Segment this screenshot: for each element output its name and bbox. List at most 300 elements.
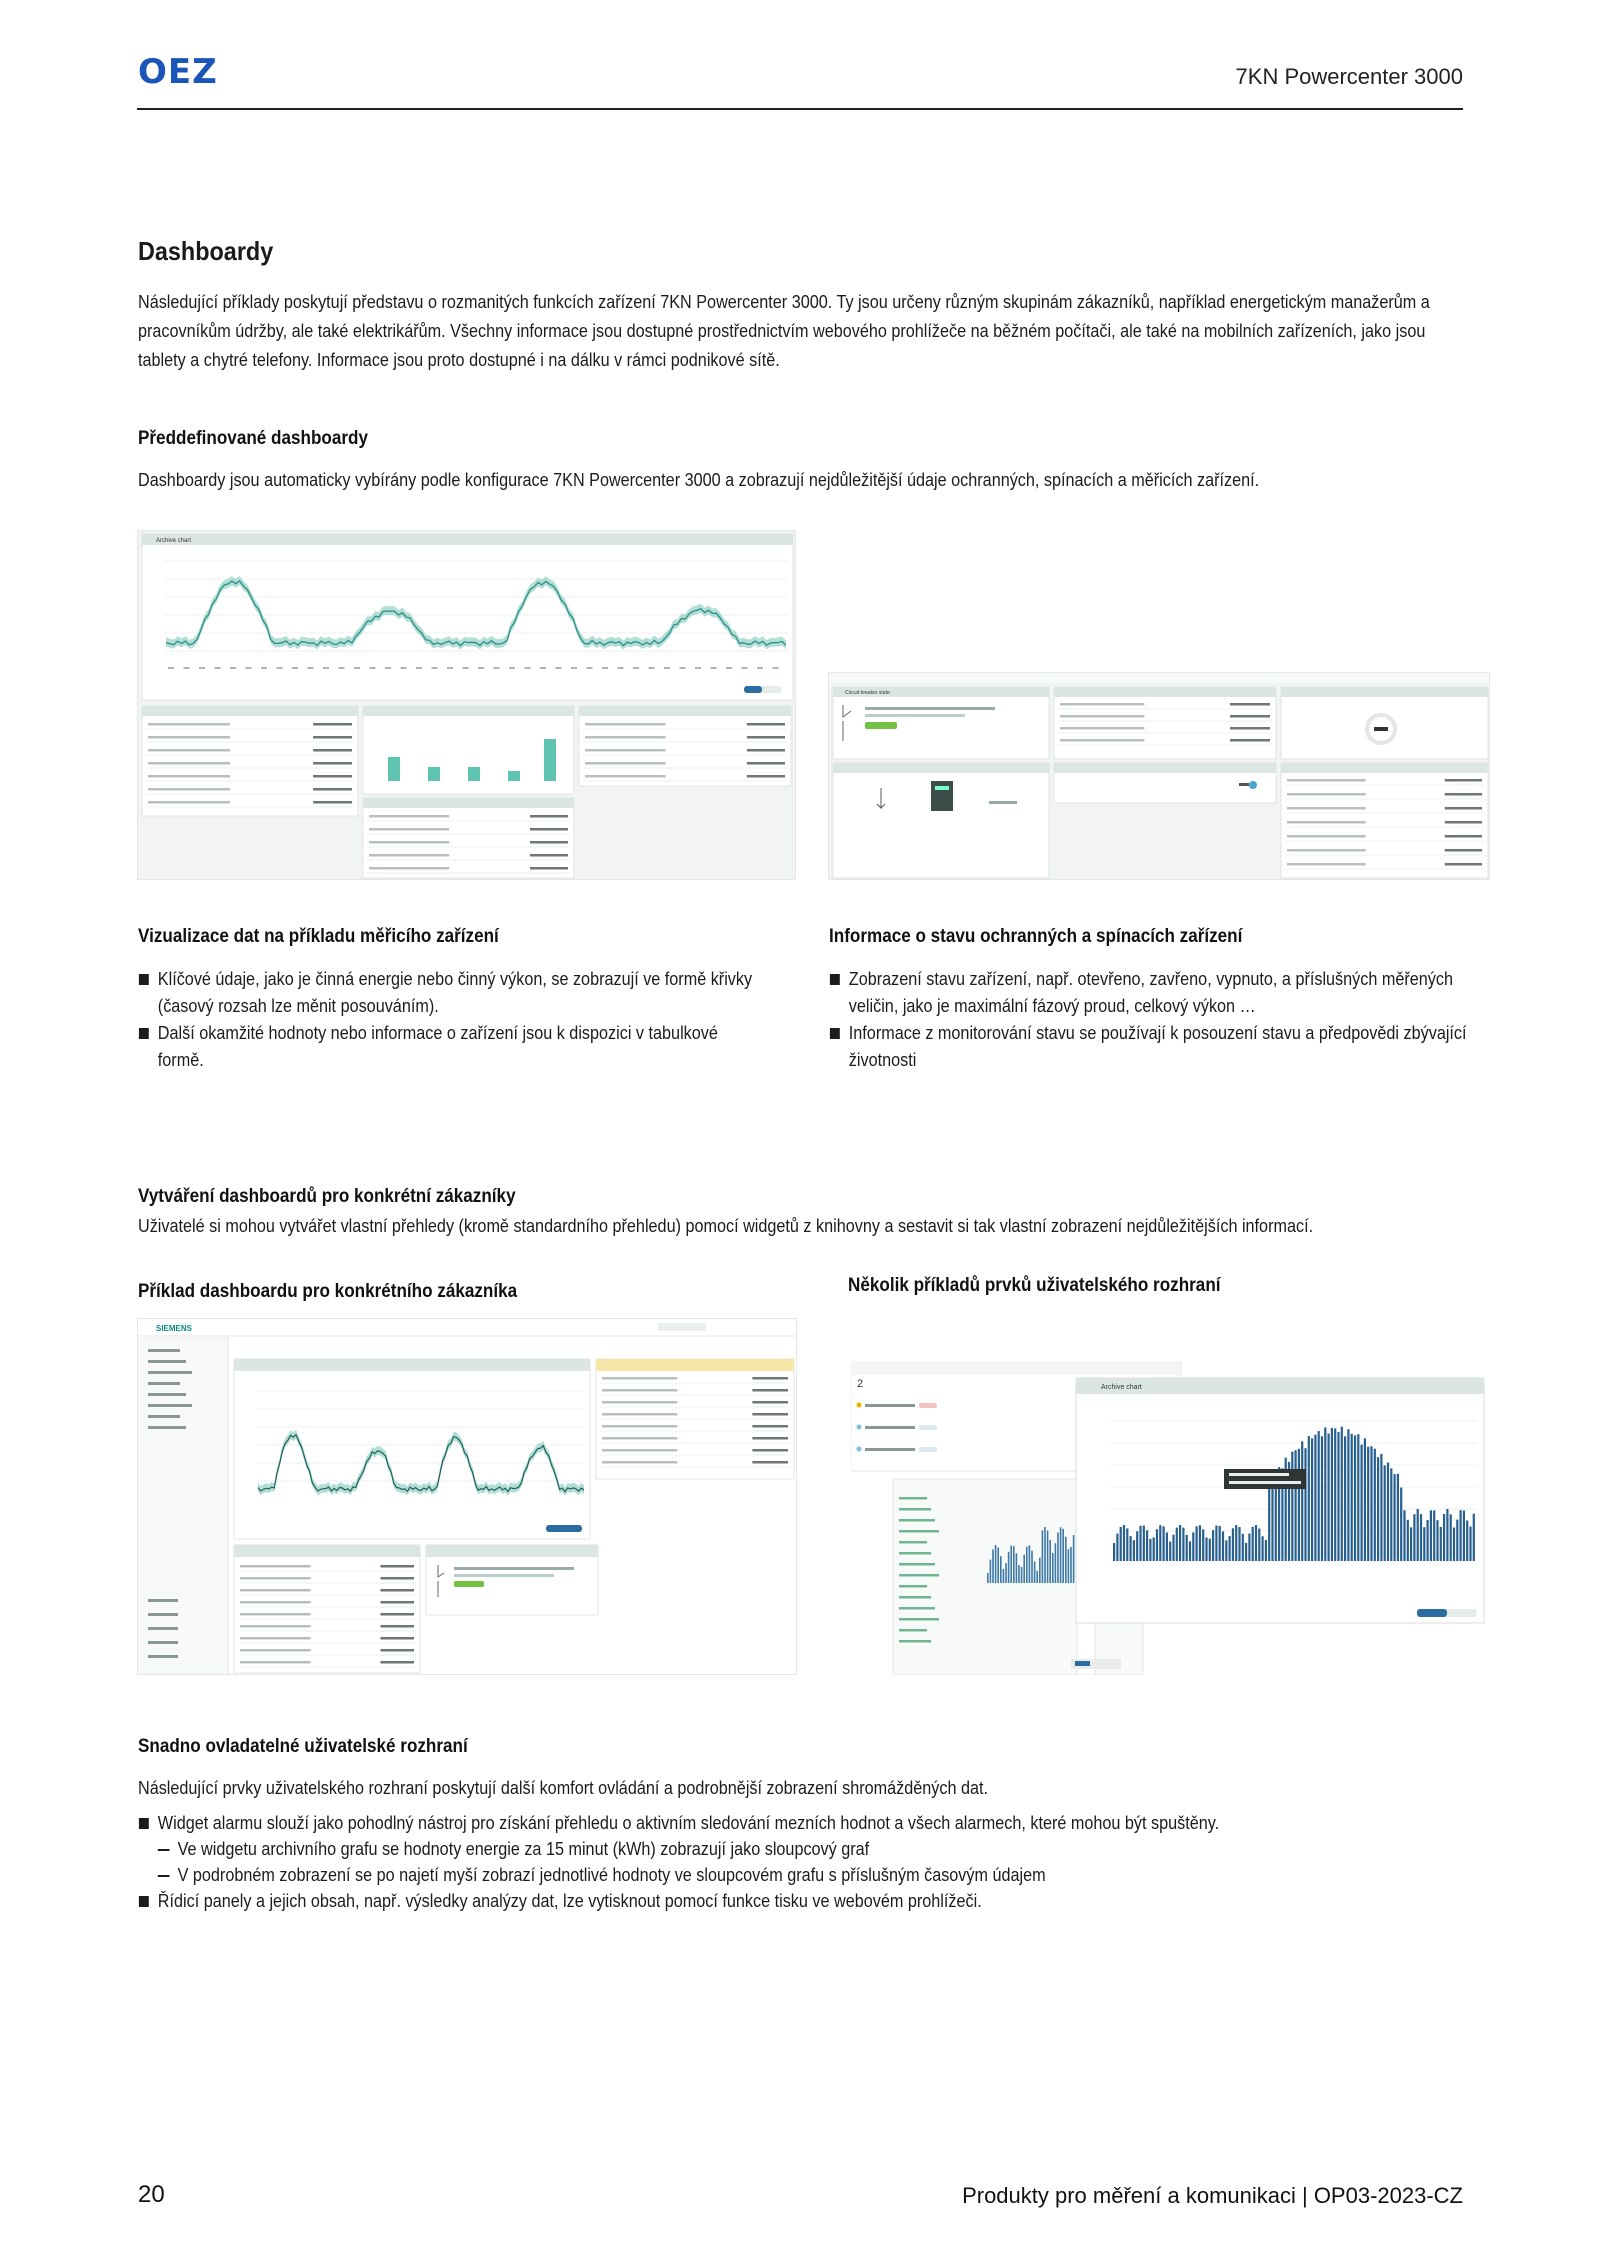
mini-bar (1070, 1547, 1072, 1583)
visualization-list (138, 966, 759, 1074)
archive-bar (1163, 1526, 1165, 1561)
archive-bar (1321, 1436, 1323, 1561)
archive-bar (1430, 1510, 1432, 1561)
table-cell (752, 1401, 788, 1404)
table-cell (381, 1625, 414, 1628)
archive-bar (1377, 1457, 1379, 1561)
archive-bar (1357, 1434, 1359, 1561)
tick-mark (494, 667, 500, 669)
table-cell (1060, 739, 1144, 742)
archive-bar (1245, 1543, 1247, 1561)
archive-bar (1123, 1525, 1125, 1561)
tree-item (899, 1596, 931, 1599)
mini-bar (1042, 1530, 1044, 1583)
archive-bar (1460, 1510, 1462, 1561)
mini-bar (1052, 1553, 1054, 1583)
archive-bar (1139, 1526, 1141, 1561)
table-cell (240, 1577, 311, 1580)
archive-bar (1456, 1520, 1458, 1561)
mini-bar (1013, 1546, 1015, 1583)
table-cell (602, 1401, 677, 1404)
table-cell (240, 1601, 311, 1604)
intro-paragraph: Následující příklady poskytují představu o rozmanitých funkcích zařízení 7KN Powercenter 3000. Ty jsou určeny různým skupinám zákazníků, například energetickým manažerům a pracovníkům údržby, ale také elektrikářům. Všechny informace jsou dostupné prostřednictvím webového prohlížeče na běžném počítači, ale také na mobilních zařízeních, jako jsou tablety a chytré telefony. Informace jsou proto dostupné i na dálku v rámci podnikové sítě. (138, 292, 1430, 370)
tick-mark (339, 667, 345, 669)
tick-mark (726, 667, 732, 669)
archive-bar (1427, 1520, 1429, 1561)
archive-bar (1222, 1531, 1224, 1561)
table-cell (530, 815, 568, 818)
archive-bar (1400, 1488, 1402, 1561)
archive-bar (1308, 1436, 1310, 1561)
product-name: 7KN Powercenter 3000 (1235, 64, 1463, 89)
tick-mark (478, 667, 484, 669)
measuring-dashboard-screenshot (137, 530, 796, 880)
table-cell (602, 1425, 677, 1428)
tick-mark (587, 667, 593, 669)
tick-mark (308, 667, 314, 669)
archive-bar (1328, 1433, 1330, 1561)
archive-bar (1130, 1536, 1132, 1561)
table-cell (585, 723, 666, 726)
archive-bar (1120, 1527, 1122, 1561)
archive-bar (1113, 1543, 1115, 1561)
tree-item (899, 1508, 931, 1511)
ui-elements-heading: Několik příkladů prvků uživatelského rozhraní (848, 1275, 1221, 1296)
table-cell (747, 749, 785, 752)
archive-bar (1156, 1529, 1158, 1561)
protection-dashboard-screenshot (828, 672, 1490, 880)
table-cell (1287, 821, 1366, 824)
table-cell (381, 1577, 414, 1580)
table-cell (148, 723, 230, 726)
archive-bar (1143, 1526, 1145, 1561)
tick-mark (664, 667, 670, 669)
table-cell (313, 723, 352, 726)
mini-bar (1068, 1549, 1070, 1583)
table-cell (1445, 849, 1482, 852)
archive-bar (1440, 1527, 1442, 1561)
table-cell (530, 841, 568, 844)
table-cell (1230, 739, 1270, 742)
tick-mark (571, 667, 577, 669)
archive-bar (1235, 1525, 1237, 1561)
archive-bar (1159, 1525, 1161, 1561)
table-cell (1230, 727, 1270, 730)
alarm-text (865, 1448, 915, 1451)
archive-bar (1268, 1478, 1270, 1561)
mini-bar (1016, 1553, 1018, 1583)
archive-bar (1334, 1428, 1336, 1561)
nav-item (148, 1641, 178, 1644)
alarm-icon (857, 1425, 862, 1430)
archive-bar (1380, 1454, 1382, 1561)
table-cell (747, 723, 785, 726)
archive-bar (1298, 1449, 1300, 1561)
table-cell (752, 1377, 788, 1380)
alarm-icon (857, 1403, 862, 1408)
table-cell (381, 1601, 414, 1604)
custom-heading: Vytváření dashboardů pro konkrétní zákazníky (138, 1186, 516, 1207)
table-cell (585, 762, 666, 765)
tick-mark (199, 667, 205, 669)
tick-mark (168, 667, 174, 669)
tick-mark (230, 667, 236, 669)
tick-mark (370, 667, 376, 669)
tick-mark (757, 667, 763, 669)
nav-item (148, 1415, 180, 1418)
archive-bar (1364, 1438, 1366, 1561)
archive-bar (1453, 1528, 1455, 1561)
table-cell (240, 1625, 311, 1628)
easy-ui-bullet: Widget alarmu slouží jako pohodlný nástroj pro získání přehledu o aktivním sledování mezních hodnot a všech alarmech, které mohou být spuštěny. (138, 1810, 1466, 1836)
mini-bar (992, 1549, 994, 1583)
table-cell (747, 762, 785, 765)
table-cell (530, 867, 568, 870)
nav-item (148, 1404, 192, 1407)
mini-bar (1026, 1547, 1028, 1583)
oez-logo: OEZ (138, 52, 218, 92)
archive-bar (1196, 1526, 1198, 1561)
circuit-breaker-widget-title: Circuit breaker state (845, 690, 890, 696)
archive-bar (1433, 1510, 1435, 1561)
bar-mark (508, 771, 520, 781)
alarm-icon (857, 1447, 862, 1452)
table-cell (381, 1565, 414, 1568)
mini-bar (995, 1545, 997, 1583)
nav-item (148, 1393, 186, 1396)
mini-bar (1055, 1543, 1057, 1583)
table-cell (381, 1661, 414, 1664)
table-cell (148, 788, 230, 791)
nav-item (148, 1627, 178, 1630)
table-cell (1445, 779, 1482, 782)
table-cell (585, 736, 666, 739)
mini-bar (1029, 1545, 1031, 1583)
archive-bar (1407, 1520, 1409, 1561)
table-cell (530, 828, 568, 831)
nav-item (148, 1599, 178, 1602)
table-cell (240, 1589, 311, 1592)
archive-bar (1238, 1527, 1240, 1561)
archive-bar (1417, 1509, 1419, 1561)
tree-item (899, 1618, 939, 1621)
table-cell (313, 762, 352, 765)
tree-item (899, 1552, 931, 1555)
archive-bar (1229, 1536, 1231, 1561)
nav-item (148, 1349, 180, 1352)
table-cell (1287, 807, 1366, 810)
mini-bar (1010, 1546, 1012, 1583)
archive-bar (1212, 1530, 1214, 1561)
table-cell (1287, 793, 1366, 796)
table-cell (585, 775, 666, 778)
archive-bar (1463, 1511, 1465, 1561)
archive-bar (1341, 1427, 1343, 1561)
status-info-bullet: Zobrazení stavu zařízení, např. otevřeno, zavřeno, vypnuto, a příslušných měřených veličin, jako je maximální fázový proud, celkový výkon … (829, 966, 1491, 1020)
mini-bar (1021, 1567, 1023, 1583)
tick-mark (354, 667, 360, 669)
table-cell (148, 775, 230, 778)
archive-bar (1374, 1449, 1376, 1561)
predefined-text: Dashboardy jsou automaticky vybírány podle konfigurace 7KN Powercenter 3000 a zobrazují nejdůležitější údaje ochranných, spínacích a měřicích zařízení. (138, 470, 1260, 490)
tick-mark (215, 667, 221, 669)
archive-bar (1262, 1536, 1264, 1561)
table-cell (602, 1389, 677, 1392)
easy-ui-bullet: Řídicí panely a jejich obsah, např. výsledky analýzy dat, lze vytisknout pomocí funkce tisku ve webovém prohlížeči. (138, 1888, 1466, 1914)
archive-bar (1337, 1432, 1339, 1561)
bar-mark (388, 757, 400, 781)
table-cell (240, 1637, 311, 1640)
siemens-logo: SIEMENS (156, 1324, 193, 1333)
table-cell (369, 815, 449, 818)
archive-bar (1354, 1435, 1356, 1561)
archive-bar (1311, 1438, 1313, 1561)
mini-bar (1049, 1540, 1051, 1583)
archive-bar (1265, 1540, 1267, 1561)
table-cell (313, 749, 352, 752)
archive-bar (1367, 1447, 1369, 1561)
archive-bar (1347, 1429, 1349, 1561)
ui-elements-screenshot (851, 1361, 1490, 1675)
nav-item (148, 1655, 178, 1658)
archive-bar (1446, 1509, 1448, 1561)
mini-bar (1008, 1552, 1010, 1583)
tick-mark (602, 667, 608, 669)
tick-mark (463, 667, 469, 669)
table-cell (752, 1449, 788, 1452)
status-info-bullet: Informace z monitorování stavu se používají k posouzení stavu a předpovědi zbývající životnosti (829, 1020, 1491, 1074)
status-info-list (829, 966, 1491, 1074)
table-cell (313, 775, 352, 778)
tick-mark (292, 667, 298, 669)
tick-mark (649, 667, 655, 669)
table-cell (313, 736, 352, 739)
table-cell (1060, 703, 1144, 706)
table-cell (1230, 715, 1270, 718)
mini-bar (1031, 1551, 1033, 1583)
alarm-badge (919, 1403, 937, 1408)
table-cell (1287, 779, 1366, 782)
tick-mark (711, 667, 717, 669)
table-cell (381, 1649, 414, 1652)
archive-bar (1146, 1530, 1148, 1561)
mini-bar (1003, 1569, 1005, 1583)
archive-bar (1149, 1539, 1151, 1561)
easy-ui-text: Následující prvky uživatelského rozhraní poskytují další komfort ovládání a podrobnější zobrazení shromážděných dat. (138, 1778, 989, 1798)
archive-bar (1126, 1528, 1128, 1561)
nav-item (148, 1426, 186, 1429)
archive-bar (1232, 1528, 1234, 1561)
table-cell (148, 736, 230, 739)
tick-mark (184, 667, 190, 669)
table-cell (752, 1389, 788, 1392)
table-cell (381, 1613, 414, 1616)
archive-bar (1225, 1540, 1227, 1561)
tick-mark (447, 667, 453, 669)
table-cell (602, 1437, 677, 1440)
table-cell (240, 1613, 311, 1616)
mini-bar (1073, 1535, 1075, 1583)
table-cell (602, 1461, 677, 1464)
archive-bar (1443, 1514, 1445, 1561)
archive-bar (1394, 1474, 1396, 1561)
bar-mark (544, 739, 556, 781)
tick-mark (525, 667, 531, 669)
table-cell (240, 1649, 311, 1652)
tree-item (899, 1640, 931, 1643)
table-cell (752, 1461, 788, 1464)
archive-bar (1361, 1445, 1363, 1561)
tree-item (899, 1563, 935, 1566)
tick-mark (742, 667, 748, 669)
tick-mark (432, 667, 438, 669)
archive-bar (1410, 1527, 1412, 1561)
archive-bar (1423, 1527, 1425, 1561)
mini-bar (1023, 1555, 1025, 1583)
tick-mark (261, 667, 267, 669)
table-cell (1287, 849, 1366, 852)
table-cell (1445, 863, 1482, 866)
svg-text:2: 2 (857, 1378, 864, 1390)
tick-mark (277, 667, 283, 669)
table-cell (148, 762, 230, 765)
archive-bar (1209, 1539, 1211, 1561)
archive-bar (1390, 1468, 1392, 1561)
table-cell (369, 854, 449, 857)
ui-archive-chart-title: Archive chart (1101, 1384, 1142, 1391)
table-cell (752, 1437, 788, 1440)
archive-bar (1403, 1510, 1405, 1561)
easy-ui-heading: Snadno ovladatelné uživatelské rozhraní (138, 1736, 468, 1757)
bar-mark (428, 767, 440, 781)
table-cell (369, 828, 449, 831)
tree-item (899, 1607, 935, 1610)
alarm-badge (919, 1447, 937, 1452)
table-cell (148, 749, 230, 752)
archive-bar (1450, 1514, 1452, 1561)
archive-bar (1202, 1529, 1204, 1561)
archive-bar (1331, 1428, 1333, 1561)
archive-bar (1473, 1514, 1475, 1561)
archive-bar (1324, 1427, 1326, 1561)
visualization-bullet: Další okamžité hodnoty nebo informace o zařízení jsou k dispozici v tabulkové formě. (138, 1020, 759, 1074)
mini-bar (1060, 1527, 1062, 1583)
mini-bar (990, 1560, 992, 1583)
archive-bar (1186, 1535, 1188, 1561)
archive-bar (1351, 1434, 1353, 1561)
tick-mark (773, 667, 779, 669)
archive-bar (1116, 1534, 1118, 1561)
mini-bar (1047, 1530, 1049, 1583)
footer-doc-id: Produkty pro měření a komunikaci | OP03-2023-CZ (962, 2183, 1463, 2208)
tick-mark (540, 667, 546, 669)
archive-bar (1166, 1532, 1168, 1561)
table-cell (752, 1413, 788, 1416)
alarm-text (865, 1426, 915, 1429)
tick-mark (509, 667, 515, 669)
archive-bar (1314, 1435, 1316, 1561)
bar-mark (468, 767, 480, 781)
mini-bar (997, 1548, 999, 1583)
table-cell (1230, 703, 1270, 706)
tick-mark (246, 667, 252, 669)
table-cell (381, 1589, 414, 1592)
table-cell (747, 775, 785, 778)
mini-bar (1044, 1527, 1046, 1583)
archive-bar (1189, 1541, 1191, 1561)
archive-bar (1469, 1527, 1471, 1561)
tick-mark (401, 667, 407, 669)
archive-bar (1318, 1431, 1320, 1561)
tree-item (899, 1574, 939, 1577)
table-cell (313, 801, 352, 804)
tick-mark (556, 667, 562, 669)
table-cell (602, 1449, 677, 1452)
table-cell (585, 749, 666, 752)
archive-bar (1215, 1525, 1217, 1561)
mini-bar (1034, 1561, 1036, 1583)
archive-bar (1176, 1528, 1178, 1561)
mini-bar (1018, 1565, 1020, 1583)
archive-bar (1397, 1474, 1399, 1561)
tick-mark (323, 667, 329, 669)
table-cell (530, 854, 568, 857)
table-cell (602, 1377, 677, 1380)
tick-mark (633, 667, 639, 669)
archive-bar (1192, 1532, 1194, 1561)
tree-item (899, 1585, 927, 1588)
table-cell (381, 1637, 414, 1640)
archive-chart-title: Archive chart (156, 538, 192, 544)
easy-ui-list (138, 1810, 1466, 1914)
custom-example-heading: Příklad dashboardu pro konkrétního zákazníka (138, 1281, 518, 1302)
archive-bar (1136, 1531, 1138, 1561)
table-cell (148, 801, 230, 804)
tree-item (899, 1541, 927, 1544)
archive-bar (1252, 1527, 1254, 1561)
archive-bar (1258, 1529, 1260, 1561)
tick-mark (385, 667, 391, 669)
archive-bar (1242, 1534, 1244, 1561)
table-cell (369, 841, 449, 844)
archive-bar (1248, 1533, 1250, 1561)
mini-bar (1005, 1563, 1007, 1583)
table-cell (1287, 863, 1366, 866)
mini-bar (1062, 1529, 1064, 1583)
table-cell (1445, 793, 1482, 796)
archive-bar (1172, 1535, 1174, 1561)
tick-mark (618, 667, 624, 669)
easy-ui-subbullet: Ve widgetu archivního grafu se hodnoty energie za 15 minut (kWh) zobrazují jako sloupcový graf (138, 1836, 1466, 1862)
table-cell (313, 788, 352, 791)
easy-ui-subbullet: V podrobném zobrazení se po najetí myší zobrazí jednotlivé hodnoty ve sloupcovém grafu s příslušným časovým údajem (138, 1862, 1466, 1888)
page-title: Dashboardy (138, 236, 274, 266)
table-cell (369, 867, 449, 870)
archive-bar (1179, 1525, 1181, 1561)
tree-item (899, 1519, 935, 1522)
nav-item (148, 1613, 178, 1616)
mini-bar (1065, 1537, 1067, 1583)
header-rule (137, 108, 1463, 110)
archive-bar (1182, 1528, 1184, 1561)
archive-bar (1436, 1520, 1438, 1561)
archive-bar (1466, 1520, 1468, 1561)
table-cell (1287, 835, 1366, 838)
visualization-heading: Vizualizace dat na příkladu měřicího zařízení (138, 926, 499, 947)
archive-bar (1420, 1514, 1422, 1561)
predefined-heading: Předdefinované dashboardy (138, 428, 368, 449)
mini-bar (1036, 1571, 1038, 1583)
